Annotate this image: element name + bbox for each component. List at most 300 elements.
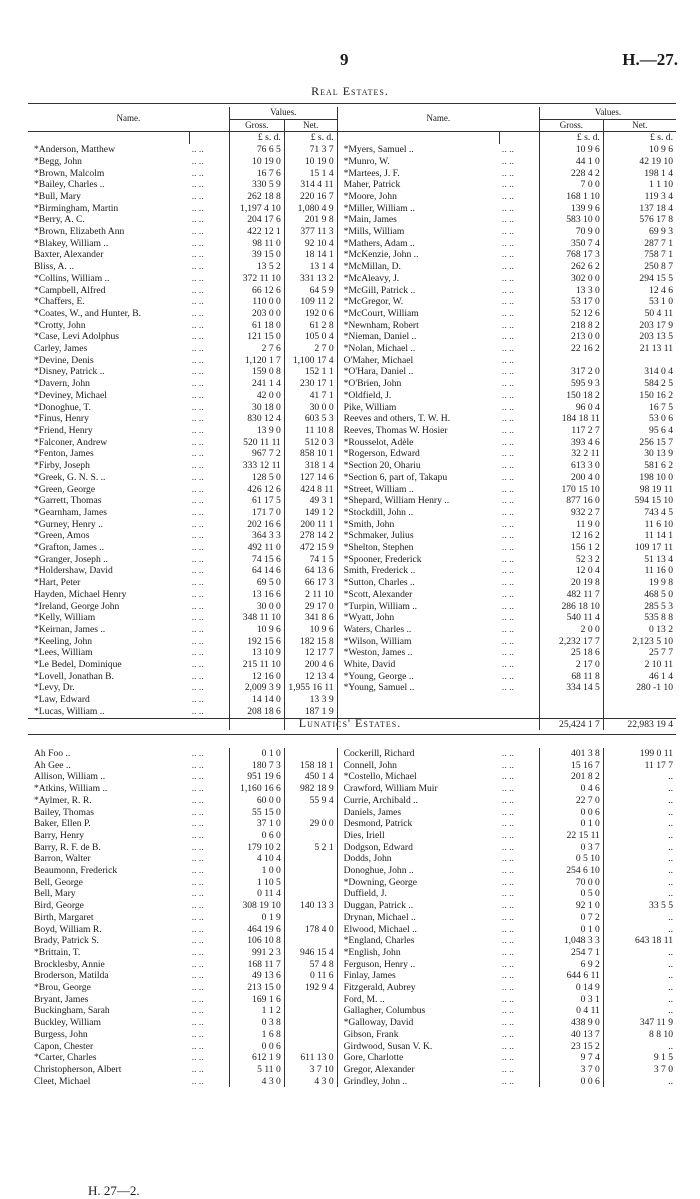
net-value: 2 10 11 [644,659,673,671]
leader-dots: .. .. [500,542,540,554]
gross-value: 0 3 7 [540,842,604,854]
leader-dots: .. .. [190,214,230,226]
entry-name: *Birmingham, Martin [34,202,119,214]
gross-value: 184 18 11 [540,413,604,425]
entry-name: *Newnham, Robert [343,319,419,331]
leader-dots: .. .. [190,530,230,542]
net-value: .. [668,982,673,994]
gross-value: 98 11 0 [229,238,284,250]
net-value: 0 11 6 [284,970,337,982]
table-row [28,1064,676,1076]
net-value: .. [668,888,673,900]
net-value: .. [668,783,673,795]
net-value: 280 -1 10 [636,682,673,694]
leader-dots: .. .. [190,935,230,947]
entry-name: *Kelly, William [34,612,96,624]
table-row [28,1041,676,1053]
entry-name: *Green, George [34,483,96,495]
leader-dots: .. .. [190,472,230,484]
gross-value: 492 11 0 [229,542,284,554]
entry-name: *Campbell, Alfred [34,284,106,296]
net-value: 16 7 5 [649,401,673,413]
leader-dots: .. .. [190,437,230,449]
leader-dots: .. .. [190,647,230,659]
leader-dots: .. .. [500,589,540,601]
entry-name: Reeves and others, T. W. H. [343,413,451,425]
table-row [28,935,676,947]
net-value: 50 4 11 [644,307,673,319]
net-value: 287 7 1 [644,237,673,249]
gross-value: 393 4 6 [540,437,604,449]
leader-dots: .. .. [190,1005,230,1017]
gross-value: 0 1 0 [540,924,604,936]
leader-dots: .. .. [190,156,230,168]
net-value: 74 1 5 [284,554,337,566]
net-value: 12 17 7 [284,647,337,659]
gross-value: 40 13 7 [540,1029,604,1041]
entry-name: *Smith, John [343,518,395,530]
table-row [28,495,676,507]
table-row [28,577,676,589]
net-value: .. [668,1040,673,1052]
gross-value: 11 9 0 [540,519,604,531]
entry-name: Bryant, James [34,993,89,1005]
entry-name: Ford, M. .. [343,993,385,1005]
entry-name: Gregor, Alexander [343,1063,415,1075]
net-value: 42 19 10 [639,155,673,167]
leader-dots: .. .. [190,795,230,807]
gross-value: 32 2 11 [540,448,604,460]
net-value: 13 3 9 [284,694,337,706]
net-value: 643 18 11 [634,935,673,947]
net-value: 285 5 3 [644,600,673,612]
table-row [28,413,676,425]
gross-value: 4 10 4 [229,853,284,865]
leader-dots: .. .. [190,807,230,819]
gross-value: 64 14 6 [229,565,284,577]
gross-value: 0 4 11 [540,1005,604,1017]
net-value: .. [668,993,673,1005]
net-value: 1 1 10 [649,179,673,191]
leader-dots: .. .. [500,413,540,425]
real-estates-table [28,107,676,730]
table-row [28,1017,676,1029]
gross-value: 14 14 0 [229,694,284,706]
entry-name: *Mathers, Adam .. [343,237,415,249]
leader-dots: .. .. [190,1017,230,1029]
table-row [28,947,676,959]
net-value: .. [668,794,673,806]
table-row [28,437,676,449]
leader-dots: .. .. [190,877,230,889]
entry-name: *McKenzie, John .. [343,249,419,261]
entry-name: Bird, George [34,900,84,912]
net-value: 512 0 3 [284,437,337,449]
leader-dots: .. .. [500,1005,540,1017]
net-value: 318 1 4 [284,460,337,472]
leader-dots: .. .. [190,612,230,624]
leader-dots: .. .. [500,982,540,994]
net-value: 55 9 4 [284,795,337,807]
entry-name: Capon, Chester [34,1040,94,1052]
entry-name: Maher, Patrick [343,179,401,191]
net-value: 203 17 9 [639,319,673,331]
gross-value: 0 0 6 [229,1041,284,1053]
entry-name: *Bull, Mary [34,190,81,202]
leader-dots: .. .. [190,671,230,683]
net-value: 51 13 4 [644,553,673,565]
leader-dots: .. .. [190,682,230,694]
table-row [28,1076,676,1088]
entry-name: Broderson, Matilda [34,970,109,982]
entry-name: *Collins, William .. [34,272,110,284]
net-value: 203 13 5 [639,331,673,343]
gross-value: 464 19 6 [229,924,284,936]
entry-name: *Firby, Joseph [34,460,90,472]
leader-dots: .. .. [500,366,540,378]
leader-dots: .. .. [190,706,230,718]
leader-dots: .. .. [500,273,540,285]
gross-value: 12 16 0 [229,671,284,683]
net-value [284,935,337,947]
leader-dots: .. .. [500,238,540,250]
leader-dots: .. .. [500,659,540,671]
gross-value: 286 18 10 [540,601,604,613]
entry-name: *Wilson, William [343,635,412,647]
entry-name: Daniels, James [343,806,402,818]
leader-dots: .. .. [500,807,540,819]
gross-value: 16 7 6 [229,168,284,180]
leader-dots: .. .. [190,378,230,390]
net-value: 19 9 8 [649,577,673,589]
net-value: .. [668,829,673,841]
gross-value: 156 1 2 [540,542,604,554]
entry-name: *Lucas, William .. [34,705,105,717]
leader-dots: .. .. [500,507,540,519]
leader-dots: .. .. [500,530,540,542]
net-value: 3 7 0 [653,1063,673,1075]
gross-value: 200 4 0 [540,472,604,484]
entry-name: Carley, James [34,343,88,355]
empty-cell [337,694,500,706]
entry-name: *Section 6, part of, Takapu [343,471,448,483]
net-value: 603 5 3 [284,413,337,425]
leader-dots: .. .. [500,402,540,414]
gross-value: 422 12 1 [229,226,284,238]
leader-dots: .. .. [500,320,540,332]
table-row [28,507,676,519]
leader-dots: .. .. [190,959,230,971]
entry-name: O'Maher, Michael [343,354,414,366]
net-value: 158 18 1 [284,760,337,772]
gross-value: 1,197 4 10 [229,203,284,215]
gross-value: 12 16 2 [540,530,604,542]
gross-value: 70 0 0 [540,877,604,889]
entry-name: Ah Gee .. [34,759,71,771]
net-value [284,1029,337,1041]
net-value: 149 1 2 [284,507,337,519]
leader-dots: .. .. [190,402,230,414]
leader-dots: .. .. [190,460,230,472]
leader-dots: .. .. [500,947,540,959]
net-value: 33 5 5 [649,900,673,912]
net-value: 127 14 6 [284,472,337,484]
gross-value: 0 3 8 [229,1017,284,1029]
table-row [28,888,676,900]
document-reference: H.—27. [622,50,678,69]
table-row [28,519,676,531]
table-row [28,853,676,865]
leader-dots: .. .. [500,554,540,566]
gross-value: 0 1 0 [540,818,604,830]
net-value: 4 3 0 [284,1076,337,1088]
net-value: 1,080 4 9 [284,203,337,215]
net-value: 200 4 6 [284,659,337,671]
gross-value: 0 4 6 [540,783,604,795]
table-row [28,226,676,238]
leader-dots: .. .. [500,771,540,783]
leader-dots: .. .. [500,425,540,437]
net-value [284,912,337,924]
net-value: 150 16 2 [639,389,673,401]
gross-value: 110 0 0 [229,296,284,308]
leader-dots: .. .. [190,484,230,496]
gross-value: 168 11 7 [229,959,284,971]
gross-value: 1 1 2 [229,1005,284,1017]
table-row [28,530,676,542]
table-row [28,912,676,924]
leader-dots: .. .. [190,865,230,877]
table-row [28,1005,676,1017]
gross-value: 540 11 4 [540,612,604,624]
entry-name: *Atkins, William .. [34,783,108,795]
entry-name: *Aylmer, R. R. [34,794,92,806]
gross-value: 213 15 0 [229,982,284,994]
leader-dots: .. .. [190,748,230,760]
entry-name: Drynan, Michael .. [343,911,416,923]
net-value: 611 13 0 [284,1052,337,1064]
net-value [284,865,337,877]
gross-value: 106 10 8 [229,935,284,947]
entry-name: Barry, R. F. de B. [34,841,101,853]
leader-dots: .. .. [500,1017,540,1029]
leader-dots: .. .. [500,484,540,496]
gross-value: 350 7 4 [540,238,604,250]
entry-name: Crawford, William Muir [343,783,438,795]
leader-dots: .. .. [500,495,540,507]
leader-dots: .. .. [500,343,540,355]
gross-value: 61 18 0 [229,320,284,332]
entry-name: *Oldfield, J. [343,389,392,401]
table-row [28,636,676,648]
leader-dots: .. .. [500,830,540,842]
entry-name: *Law, Edward [34,694,90,706]
net-value: 92 10 4 [284,238,337,250]
table-row [28,355,676,367]
leader-dots: .. .. [190,425,230,437]
net-value: 347 11 9 [639,1017,673,1029]
leader-dots: .. .. [500,448,540,460]
gross-value: 1 6 8 [229,1029,284,1041]
leader-dots: .. .. [500,935,540,947]
net-value: 98 19 11 [639,483,673,495]
entry-name: *Street, William .. [343,483,414,495]
entry-name: *Young, Samuel .. [343,682,415,694]
gross-value: 330 5 9 [229,179,284,191]
net-value: .. [668,771,673,783]
entry-name: Finlay, James [343,970,396,982]
entry-name: Ah Foo .. [34,748,71,759]
real-estates-title: Real Estates. [311,84,389,98]
entry-name: *Davern, John [34,378,90,390]
leader-dots: .. .. [190,947,230,959]
net-value: 982 18 9 [284,783,337,795]
table-row [28,795,676,807]
gross-value: 0 5 10 [540,853,604,865]
table-row [28,249,676,261]
gross-value: 52 12 6 [540,308,604,320]
net-value: 3 7 10 [284,1064,337,1076]
gross-value: 55 15 0 [229,807,284,819]
table-row [28,818,676,830]
gross-value: 69 5 0 [229,577,284,589]
net-value: 230 17 1 [284,378,337,390]
entry-name: *Young, George .. [343,670,414,682]
gross-value: 0 14 9 [540,982,604,994]
gross-value: 0 1 9 [229,912,284,924]
leader-dots: .. .. [500,818,540,830]
gross-value: 25 18 6 [540,647,604,659]
table-row [28,682,676,694]
leader-dots: .. .. [190,912,230,924]
net-value: 10 9 6 [649,144,673,156]
leader-dots: .. .. [190,261,230,273]
leader-dots: .. .. [190,970,230,982]
table-row [28,1029,676,1041]
entry-name: Gibson, Frank [343,1028,399,1040]
leader-dots: .. .. [500,355,540,367]
gross-value: 0 3 1 [540,994,604,1006]
entry-name: *Greek, G. N. S. .. [34,471,106,483]
gross-value: 179 10 2 [229,842,284,854]
entry-name: White, David [343,659,396,671]
entry-name: *Brown, Elizabeth Ann [34,226,125,238]
entry-name: Connell, John [343,759,397,771]
net-value: 11 10 8 [284,425,337,437]
entry-name: *Myers, Samuel .. [343,144,414,156]
page-number: 9 [340,50,349,69]
gross-value: 70 9 0 [540,226,604,238]
gross-value: 42 0 0 [229,390,284,402]
leader-dots: .. .. [500,437,540,449]
gross-value: 37 1 0 [229,818,284,830]
entry-name: *Crotty, John [34,319,86,331]
entry-name: Birth, Margaret [34,911,94,923]
col-net-right: Net. [603,119,676,132]
gross-value: 30 18 0 [229,402,284,414]
net-value: 2,123 5 10 [632,635,673,647]
net-value: 0 13 2 [649,623,673,635]
col-net-left: Net. [284,119,337,132]
entry-name: *Lovell, Jonathan B. [34,670,114,682]
leader-dots: .. .. [190,624,230,636]
table-row [28,659,676,671]
leader-dots: .. .. [190,366,230,378]
entry-name: Pike, William [343,401,397,413]
gross-value: 169 1 6 [229,994,284,1006]
net-value: 11 17 7 [644,759,673,771]
col-gross-left: Gross. [229,119,284,132]
gross-value: 20 19 8 [540,577,604,589]
gross-value: 0 5 0 [540,888,604,900]
leader-dots: .. .. [500,308,540,320]
entry-name: Brocklesby, Annie [34,958,105,970]
gross-value: 438 9 0 [540,1017,604,1029]
gross-value: 2 7 6 [229,343,284,355]
net-value: 858 10 1 [284,448,337,460]
table-row [28,994,676,1006]
leader-dots: .. .. [190,507,230,519]
entry-name: Christopherson, Albert [34,1063,122,1075]
rule [28,734,676,735]
leader-dots: .. .. [190,1041,230,1053]
entry-name: Currie, Archibald .. [343,794,418,806]
entry-name: *Sutton, Charles .. [343,577,415,589]
gross-value: 830 12 4 [229,413,284,425]
leader-dots: .. .. [190,168,230,180]
table-row [28,900,676,912]
gross-value: 2,009 3 9 [229,682,284,694]
entry-name: *Donoghue, T. [34,401,91,413]
entry-name: *Fenton, James [34,448,94,460]
entry-name: *Gurney, Henry .. [34,518,103,530]
gross-value: 3 7 0 [540,1064,604,1076]
entry-name: *Grafton, James .. [34,542,105,554]
leader-dots: .. .. [190,842,230,854]
leader-dots: .. .. [190,448,230,460]
net-value: 64 5 9 [284,285,337,297]
leader-dots: .. .. [190,203,230,215]
leader-dots: .. .. [190,249,230,261]
leader-dots: .. .. [500,671,540,683]
net-value: .. [668,1005,673,1017]
net-value: 29 0 0 [284,818,337,830]
leader-dots: .. .. [190,179,230,191]
entry-name: *Rousselot, Adèle [343,436,414,448]
leader-dots: .. .. [190,818,230,830]
entry-name: *Granger, Joseph .. [34,553,108,565]
net-value: 576 17 8 [639,214,673,226]
gross-value: 401 3 8 [540,748,604,760]
entry-name: *Rogerson, Edward [343,448,420,460]
entry-name: *Chaffers, E. [34,296,85,308]
leader-dots: .. .. [500,601,540,613]
gross-value: 348 11 10 [229,612,284,624]
leader-dots: .. .. [500,472,540,484]
gross-value: 202 16 6 [229,519,284,531]
gross-value: 22 7 0 [540,795,604,807]
gross-value: 228 4 2 [540,168,604,180]
leader-dots: .. .. [500,203,540,215]
gross-value: 61 17 5 [229,495,284,507]
net-value [284,853,337,865]
net-value: 341 8 6 [284,612,337,624]
gross-value: 208 18 6 [229,706,284,718]
net-value: 594 15 10 [634,495,673,507]
net-value: 25 7 7 [649,647,673,659]
leader-dots: .. .. [500,624,540,636]
net-value [284,877,337,889]
